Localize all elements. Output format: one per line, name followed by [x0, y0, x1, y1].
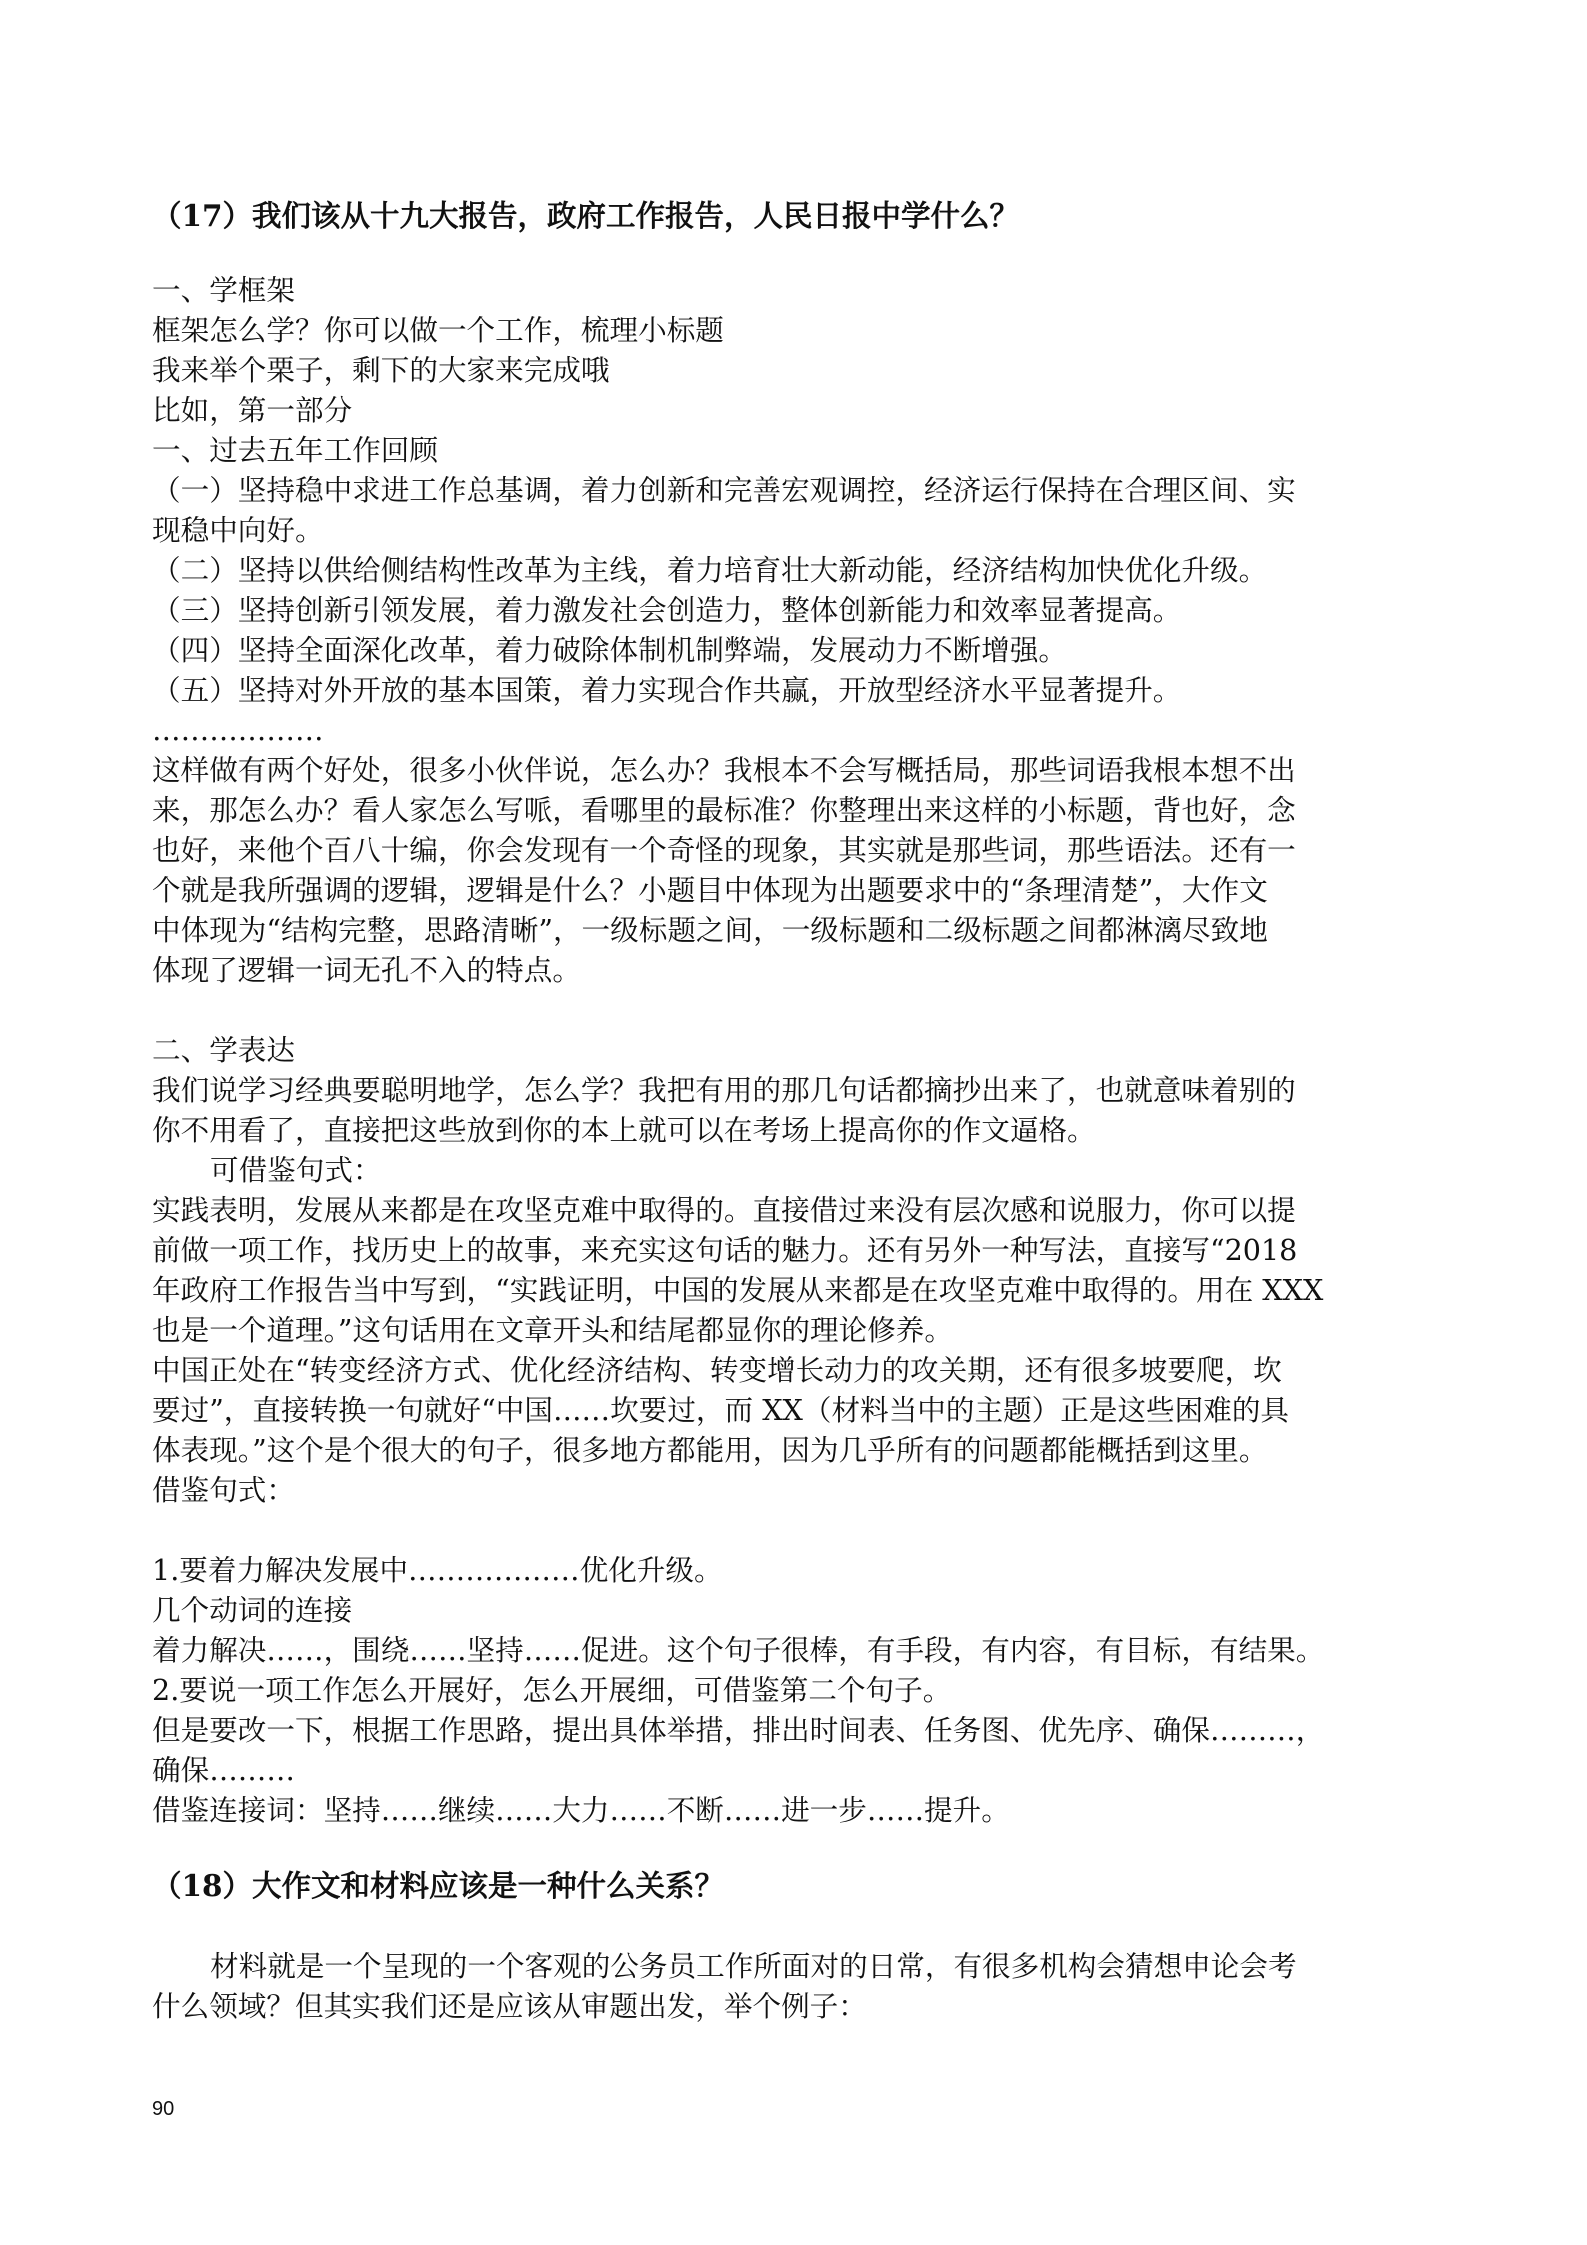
body-line: 一、过去五年工作回顾: [152, 433, 438, 467]
body-line: 可借鉴句式：: [210, 1153, 382, 1187]
body-line: 体表现。”这个是个很大的句子，很多地方都能用，因为几乎所有的问题都能概括到这里。: [152, 1433, 1268, 1467]
body-line: 中国正处在“转变经济方式、优化经济结构、转变增长动力的攻关期，还有很多坡要爬，坎: [152, 1353, 1282, 1387]
body-line: 几个动词的连接: [152, 1593, 353, 1627]
section-heading-18: （18）大作文和材料应该是一种什么关系？: [152, 1868, 725, 1903]
body-line: 框架怎么学？你可以做一个工作，梳理小标题: [152, 313, 724, 347]
body-line: 现稳中向好。: [152, 513, 324, 547]
body-line: 我们说学习经典要聪明地学，怎么学？我把有用的那几句话都摘抄出来了，也就意味着别的: [152, 1073, 1296, 1107]
body-line: 借鉴连接词：坚持……继续……大力……不断……进一步……提升。: [152, 1793, 1010, 1827]
body-line: （三）坚持创新引领发展，着力激发社会创造力，整体创新能力和效率显著提高。: [152, 593, 1182, 627]
subsection-title: 一、学框架: [152, 273, 295, 307]
body-line: 但是要改一下，根据工作思路，提出具体举措，排出时间表、任务图、优先序、确保………，: [152, 1713, 1325, 1747]
body-line: 来，那怎么办？看人家怎么写哌，看哪里的最标准？你整理出来这样的小标题，背也好，念: [152, 793, 1296, 827]
body-line: 2.要说一项工作怎么开展好，怎么开展细，可借鉴第二个句子。: [152, 1673, 952, 1707]
body-line: 这样做有两个好处，很多小伙伴说，怎么办？我根本不会写概括局，那些词语我根本想不出: [152, 753, 1296, 787]
body-line: 中体现为“结构完整，思路清晰”，一级标题之间，一级标题和二级标题之间都淋漓尽致地: [152, 913, 1268, 947]
body-line: 我来举个栗子，剩下的大家来完成哦: [152, 353, 610, 387]
body-line: 也是一个道理。”这句话用在文章开头和结尾都显你的理论修养。: [152, 1313, 953, 1347]
body-line: 你不用看了，直接把这些放到你的本上就可以在考场上提高你的作文逼格。: [152, 1113, 1096, 1147]
body-line: 体现了逻辑一词无孔不入的特点。: [152, 953, 581, 987]
ellipsis-line: ………………: [152, 713, 324, 747]
body-line: 材料就是一个呈现的一个客观的公务员工作所面对的日常，有很多机构会猜想申论会考: [210, 1949, 1297, 1983]
body-line: 比如，第一部分: [152, 393, 353, 427]
body-line: （一）坚持稳中求进工作总基调，着力创新和完善宏观调控，经济运行保持在合理区间、实: [152, 473, 1296, 507]
body-line: 前做一项工作，找历史上的故事，来充实这句话的魅力。还有另外一种写法，直接写“2018: [152, 1233, 1298, 1267]
section-heading-17: （17）我们该从十九大报告，政府工作报告，人民日报中学什么？: [152, 198, 1020, 233]
body-line: 个就是我所强调的逻辑，逻辑是什么？小题目中体现为出题要求中的“条理清楚”，大作文: [152, 873, 1268, 907]
body-line: （二）坚持以供给侧结构性改革为主线，着力培育壮大新动能，经济结构加快优化升级。: [152, 553, 1268, 587]
body-line: 1.要着力解决发展中………………优化升级。: [152, 1553, 723, 1587]
body-line: 着力解决……，围绕……坚持……促进。这个句子很棒，有手段，有内容，有目标，有结果。: [152, 1633, 1325, 1667]
body-line: 也好，来他个百八十编，你会发现有一个奇怪的现象，其实就是那些词，那些语法。还有一: [152, 833, 1296, 867]
body-line: 实践表明，发展从来都是在攻坚克难中取得的。直接借过来没有层次感和说服力，你可以提: [152, 1193, 1296, 1227]
body-line: 确保………: [152, 1753, 295, 1787]
body-line: 什么领域？但其实我们还是应该从审题出发，举个例子：: [152, 1989, 867, 2023]
subsection-title: 二、学表达: [152, 1033, 295, 1067]
document-page: [152, 0, 1444, 2245]
body-line: 年政府工作报告当中写到，“实践证明，中国的发展从来都是在攻坚克难中取得的。用在 XXX: [152, 1273, 1324, 1307]
body-line: 要过”，直接转换一句就好“中国……坎要过，而 XX（材料当中的主题）正是这些困难的具: [152, 1393, 1290, 1427]
body-line: 借鉴句式：: [152, 1473, 295, 1507]
body-line: （五）坚持对外开放的基本国策，着力实现合作共赢，开放型经济水平显著提升。: [152, 673, 1182, 707]
page-number: 90: [152, 2098, 175, 2120]
body-line: （四）坚持全面深化改革，着力破除体制机制弊端，发展动力不断增强。: [152, 633, 1068, 667]
